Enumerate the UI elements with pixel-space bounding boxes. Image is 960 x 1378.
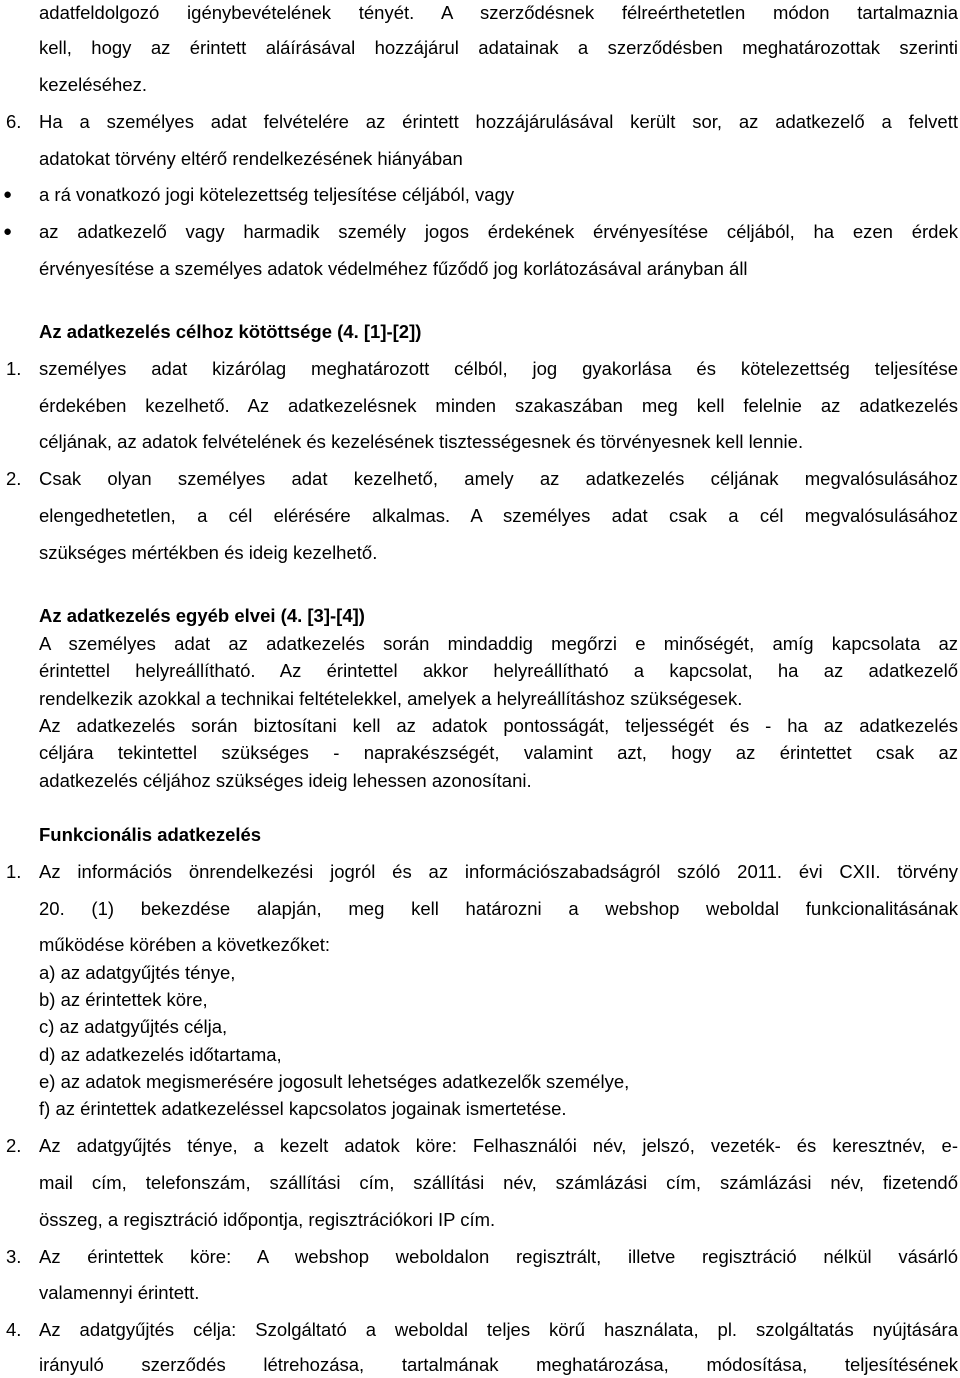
section-heading: Az adatkezelés célhoz kötöttsége (4. [1]-[2]) bbox=[39, 321, 422, 342]
text-line: összeg, a regisztráció időpontja, regisztrációkori IP cím. bbox=[39, 1209, 496, 1230]
text-line: A személyes adat az adatkezelés során mindaddig megőrzi e minőségét, amíg kapcsolata az bbox=[39, 633, 958, 654]
text-line: valamennyi érintett. bbox=[39, 1282, 200, 1303]
text-line: érvényesítése a személyes adatok védelméhez fűződő jog korlátozásával arányban áll bbox=[39, 258, 748, 279]
text-line: Csak olyan személyes adat kezelhető, amely az adatkezelés céljának megvalósulásához bbox=[39, 468, 958, 489]
text-line: d) az adatkezelés időtartama, bbox=[39, 1044, 282, 1065]
text-line: 20. (1) bekezdése alapján, meg kell határozni a webshop weboldal funkcionalitásának bbox=[39, 898, 958, 919]
list-number: 4. bbox=[6, 1319, 22, 1340]
text-line: a rá vonatkozó jogi kötelezettség teljesítése céljából, vagy bbox=[39, 184, 515, 205]
list-number: 2. bbox=[6, 1135, 22, 1156]
section-heading: Funkcionális adatkezelés bbox=[39, 824, 262, 845]
list-number: 1. bbox=[6, 358, 22, 379]
text-line: adatokat törvény eltérő rendelkezésének hiányában bbox=[39, 148, 463, 169]
text-line: érdekében kezelhető. Az adatkezelésnek minden szakaszában meg kell felelnie az adatkezelés bbox=[39, 395, 958, 416]
text-line: a) az adatgyűjtés ténye, bbox=[39, 962, 236, 983]
text-line: f) az érintettek adatkezeléssel kapcsolatos jogainak ismertetése. bbox=[39, 1098, 567, 1119]
text-line: mail cím, telefonszám, szállítási cím, szállítási név, számlázási cím, számlázási név, fizetendő bbox=[39, 1172, 958, 1193]
text-line: kezeléséhez. bbox=[39, 74, 147, 95]
text-line: az adatkezelő vagy harmadik személy jogos érdekének érvényesítése céljából, ha ezen érdek bbox=[39, 221, 958, 242]
text-line: rendelkezik azokkal a technikai feltételekkel, amelyek a helyreállításhoz szükségesek. bbox=[39, 688, 743, 709]
text-line: kell, hogy az érintett aláírásával hozzájárul adatainak a szerződésben meghatározottak szerinti bbox=[39, 37, 958, 58]
list-number: 1. bbox=[6, 861, 22, 882]
text-line: működése körében a következőket: bbox=[39, 934, 331, 955]
list-number: 2. bbox=[6, 468, 22, 489]
text-line: Az adatkezelés során biztosítani kell az adatok pontosságát, teljességét és - ha az adatkezelés bbox=[39, 715, 958, 736]
list-number: 3. bbox=[6, 1246, 22, 1267]
text-line: Ha a személyes adat felvételére az érintett hozzájárulásával került sor, az adatkezelő a felvett bbox=[39, 111, 958, 132]
text-line: érintettel helyreállítható. Az érintettel akkor helyreállítható a kapcsolat, ha az adatkezelő bbox=[39, 660, 958, 681]
section-heading: Az adatkezelés egyéb elvei (4. [3]-[4]) bbox=[39, 605, 365, 626]
text-line: Az adatgyűjtés ténye, a kezelt adatok köre: Felhasználói név, jelszó, vezeték- és keresztnév, e- bbox=[39, 1135, 958, 1156]
bullet-icon: ● bbox=[3, 186, 13, 203]
text-line: szükséges mértékben és ideig kezelhető. bbox=[39, 542, 378, 563]
list-number: 6. bbox=[6, 111, 22, 132]
text-line: Az érintettek köre: A webshop weboldalon regisztrált, illetve regisztráció nélkül vásárló bbox=[39, 1246, 958, 1267]
text-line: b) az érintettek köre, bbox=[39, 989, 208, 1010]
text-line: céljára tekintettel szükséges - naprakészségét, valamint azt, hogy az érintettet csak az bbox=[39, 742, 958, 763]
text-line: irányuló szerződés létrehozása, tartalmának meghatározása, módosítása, teljesítésének bbox=[39, 1354, 958, 1375]
text-line: Az adatgyűjtés célja: Szolgáltató a weboldal teljes körű használata, pl. szolgáltatás nyújtására bbox=[39, 1319, 958, 1340]
text-line: Az információs önrendelkezési jogról és az információszabadságról szóló 2011. évi CXII. törvény bbox=[39, 861, 958, 882]
text-line: céljának, az adatok felvételének és kezelésének tisztességesnek és törvényesnek kell lennie. bbox=[39, 431, 804, 452]
text-line: adatfeldolgozó igénybevételének tényét. A szerződésnek félreérthetetlen módon tartalmaznia bbox=[39, 2, 958, 23]
text-line: személyes adat kizárólag meghatározott célból, jog gyakorlása és kötelezettség teljesítése bbox=[39, 358, 958, 379]
text-line: elengedhetetlen, a cél elérésére alkalmas. A személyes adat csak a cél megvalósulásához bbox=[39, 505, 958, 526]
text-line: c) az adatgyűjtés célja, bbox=[39, 1016, 228, 1037]
text-line: e) az adatok megismerésére jogosult lehetséges adatkezelők személye, bbox=[39, 1071, 630, 1092]
text-line: adatkezelés céljához szükséges ideig lehessen azonosítani. bbox=[39, 770, 532, 791]
bullet-icon: ● bbox=[3, 223, 13, 240]
